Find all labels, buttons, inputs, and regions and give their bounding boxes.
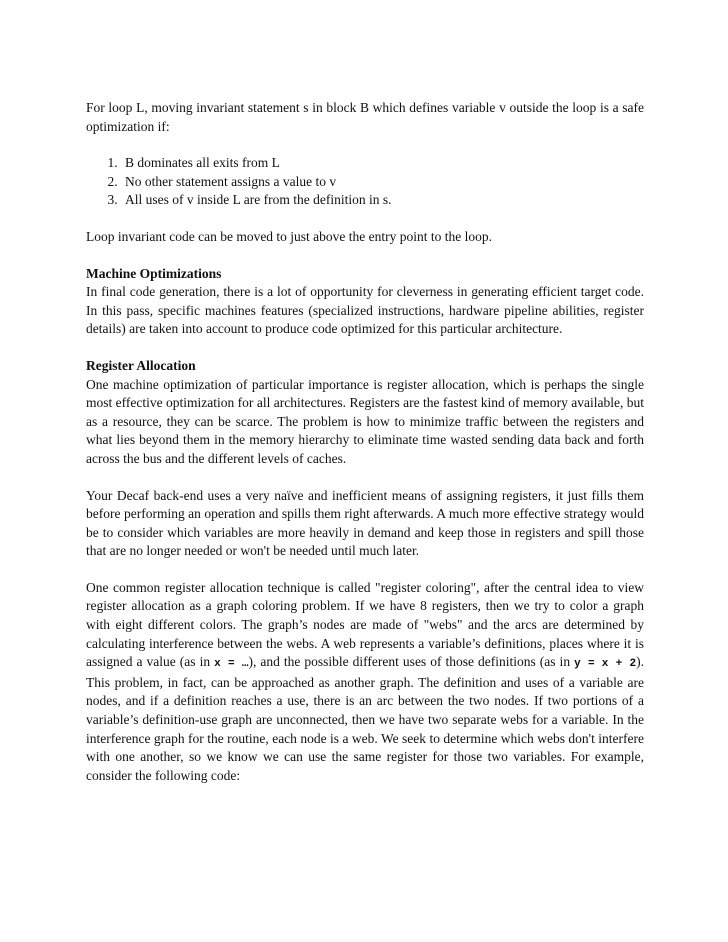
document-page xyxy=(86,99,644,785)
text-run: ). This problem, in fact, can be approached as another graph. The definition and uses of a variable are nodes, and if a definition reaches a use, there is an arc between the two nodes. If two portions of a variable’s definition-use graph are unconnected, then we have two separate webs for a variable. In the interference graph for the routine, each node is a web. We seek to determine which webs don't interfere with one another, so we know we can use the same register for those two variables. For example, consider the following code: xyxy=(86,654,644,783)
code-snippet: x = … xyxy=(214,658,249,671)
code-snippet: y = x + 2 xyxy=(574,658,637,671)
register-coloring-paragraph xyxy=(86,579,644,786)
machine-optimizations-heading: Machine Optimizations xyxy=(86,265,222,281)
condition-item: 3. All uses of v inside L are from the definition in s. xyxy=(121,191,644,210)
loop-invariant-paragraph: Loop invariant code can be moved to just above the entry point to the loop. xyxy=(86,228,493,244)
condition-item: 1. B dominates all exits from L xyxy=(121,154,644,173)
intro-paragraph: For loop L, moving invariant statement s in block B which defines variable v outside the loop is a safe optimization if: xyxy=(86,100,644,134)
machine-optimizations-paragraph: In final code generation, there is a lot of opportunity for cleverness in generating efficient target code. In this pass, specific machines features (specialized instructions, hardware pipeline abilities, register details) are taken into account to produce code optimized for this particular architecture. xyxy=(86,284,644,337)
condition-item: 2. No other statement assigns a value to v xyxy=(121,173,644,192)
register-allocation-heading: Register Allocation xyxy=(86,357,196,373)
conditions-list xyxy=(86,154,644,210)
text-run: ), and the possible different uses of those definitions (as in xyxy=(248,654,575,670)
text-run: One common register allocation technique is called "register coloring", after the central idea to view register allocation as a graph coloring problem. If we have 8 registers, then we try to color a graph with eight different colors. The graph’s nodes are made of "webs" and the arcs are determined by calculating interference between the webs. A web represents a variable’s definitions, places where it is assigned a value (as in xyxy=(86,579,644,670)
register-allocation-paragraph-1: One machine optimization of particular importance is register allocation, which is perhaps the single most effective optimization for all architectures. Registers are the fastest kind of memory available, but as a resource, they can be scarce. The problem is how to minimize traffic between the registers and what lies beyond them in the memory hierarchy to eliminate time wasted sending data back and forth across the bus and the different levels of caches. xyxy=(86,376,644,466)
register-allocation-paragraph-2: Your Decaf back-end uses a very naïve and inefficient means of assigning registers, it just fills them before performing an operation and spills them right afterwards. A much more effective strategy would be to consider which variables are more heavily in demand and keep those in registers and spill those that are no longer needed or won't be needed until much later. xyxy=(86,487,644,559)
